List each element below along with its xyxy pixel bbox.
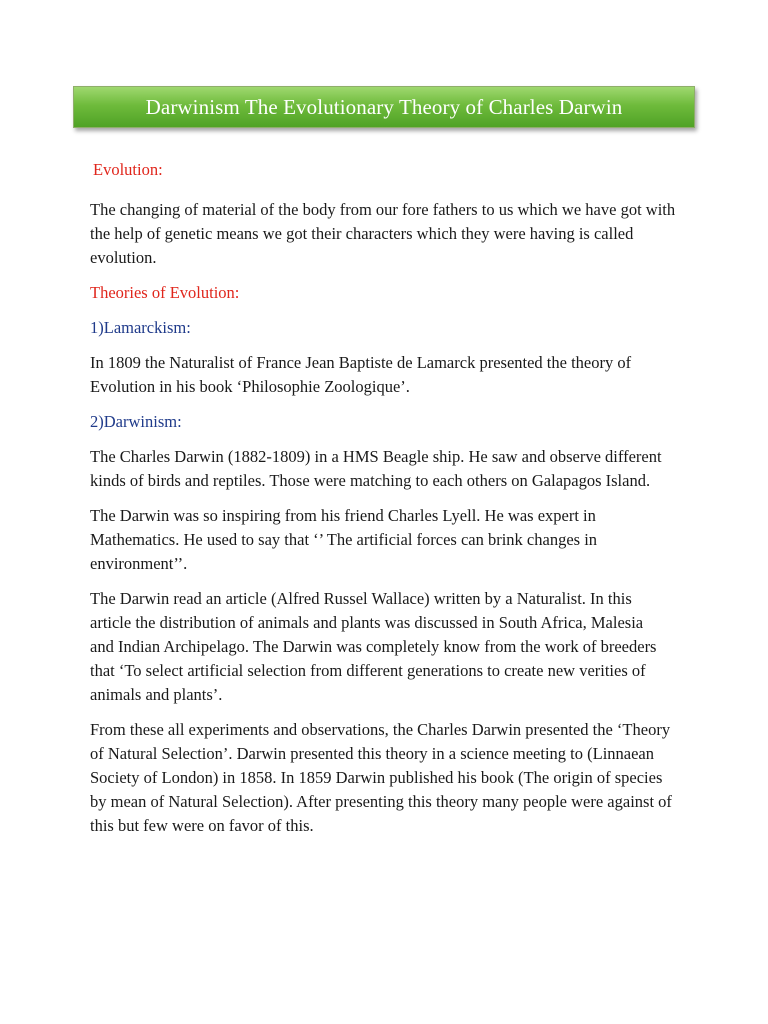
title-banner bbox=[73, 86, 695, 128]
darwinism-paragraph-1: The Charles Darwin (1882-1809) in a HMS Beagle ship. He saw and observe different kinds of birds and reptiles. Those were matching to each others on Galapagos Island. bbox=[90, 447, 662, 490]
darwinism-paragraph-4: From these all experiments and observations, the Charles Darwin presented the ‘Theory of Natural Selection’. Darwin presented this theory in a science meeting to (Linnaean Society of London) in 1858. In 1859 Darwin published his book (The origin of species by mean of Natural Selection). After presenting this theory many people were against of this but few were on favor of this. bbox=[90, 720, 672, 835]
document-title: Darwinism The Evolutionary Theory of Charles Darwin bbox=[145, 94, 623, 119]
darwinism-paragraph-2: The Darwin was so inspiring from his friend Charles Lyell. He was expert in Mathematics. He used to say that ‘’ The artificial forces can brink changes in environment’’. bbox=[90, 506, 598, 573]
document-body bbox=[90, 158, 690, 838]
theories-heading: Theories of Evolution: bbox=[90, 283, 240, 302]
darwinism-paragraph-3: The Darwin read an article (Alfred Russel Wallace) written by a Naturalist. In this article the distribution of animals and plants was discussed in South Africa, Malesia and Indian Archipelago. The Darwin was completely know from the work of breeders that ‘To select artificial selection from different generations to create new verities of animals and plants’. bbox=[90, 589, 657, 704]
evolution-paragraph: The changing of material of the body from our fore fathers to us which we have got with the help of genetic means we got their characters which they were having is called evolution. bbox=[90, 200, 676, 267]
darwinism-heading: 2)Darwinism: bbox=[90, 412, 182, 431]
evolution-heading: Evolution: bbox=[93, 160, 163, 179]
lamarckism-paragraph: In 1809 the Naturalist of France Jean Baptiste de Lamarck presented the theory of Evolution in his book ‘Philosophie Zoologique’. bbox=[90, 353, 632, 396]
lamarckism-heading: 1)Lamarckism: bbox=[90, 318, 191, 337]
